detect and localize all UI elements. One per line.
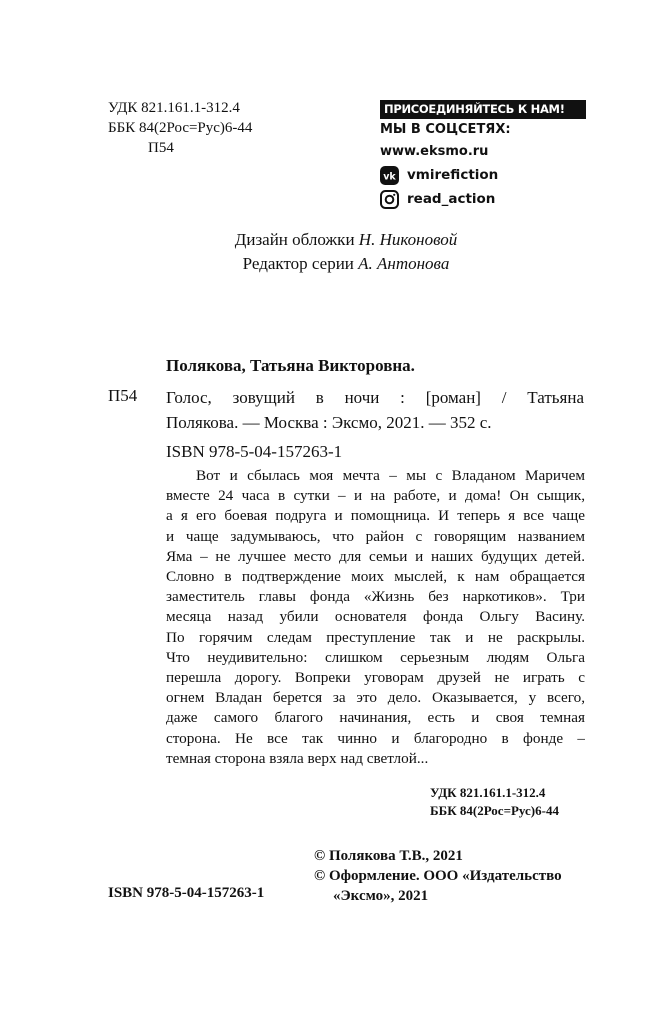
svg-text:vk: vk (383, 171, 396, 182)
annotation-line: Что неудивительно: слишком серьезным людям Ольга (166, 648, 585, 666)
annotation-line: перешла дорогу. Вопреки уговорам друзей не играть с (166, 669, 585, 687)
vk-handle: vmirefiction (407, 167, 499, 183)
annotation-line: месяца назад убили основателя фонда Ольгу Васину. (166, 608, 585, 626)
join-us-banner: ПРИСОЕДИНЯЙТЕСЬ К НАМ! (380, 100, 586, 119)
website-link[interactable]: www.eksmo.ru (380, 144, 489, 159)
instagram-link[interactable] (380, 187, 586, 211)
footer-udk: УДК 821.161.1-312.4 (430, 785, 546, 800)
udk-code: УДК 821.161.1-312.4 (108, 100, 240, 116)
copyright-design: © Оформление. ООО «Издательство (314, 868, 562, 884)
bib-code: П54 (108, 386, 138, 405)
copyright-publisher: «Эксмо», 2021 (333, 888, 429, 904)
copyright-block (314, 846, 562, 906)
annotation-line: даже самого благого начинания, есть и своя темная (166, 709, 585, 727)
annotation-line: а я его боевая подруга и помощница. И теперь я все чаще (166, 507, 585, 525)
series-editor-credit (0, 252, 662, 276)
vk-icon (380, 166, 399, 185)
annotation-line: Вот и сбылась моя мечта – мы с Владаном Маричем (196, 467, 585, 484)
annotation-line: По горячим следам преступление так и не раскрылы. (166, 628, 585, 646)
annotation-line: и чаще задумываюсь, что район с говорящим названием (166, 527, 585, 545)
annotation-line: Словно в подтверждение моих мыслей, к нам обращается (166, 568, 585, 586)
footer-bbk: ББК 84(2Рос=Рус)6-44 (430, 803, 559, 818)
series-editor-name: А. Антонова (358, 254, 450, 273)
instagram-icon (380, 190, 399, 209)
social-subtitle: МЫ В СОЦСЕТЯХ: (380, 122, 511, 137)
annotation-line: заместитель главы фонда «Жизнь без наркотиков». Три (166, 588, 585, 606)
credits-block (0, 228, 662, 276)
author-heading: Полякова, Татьяна Викторовна. (166, 356, 415, 375)
footer-classification (430, 784, 559, 820)
annotation-line: сторона. Не все так чинно и благородно в фонде – (166, 729, 585, 747)
annotation (166, 466, 585, 769)
annotation-line: темная сторона взяла верх над светлой... (166, 749, 429, 767)
classification-block (108, 98, 252, 158)
cover-design-credit (0, 228, 662, 252)
author-sign-code: П54 (148, 140, 174, 156)
bib-line-2: Полякова. — Москва : Эксмо, 2021. — 352 с. (166, 413, 492, 432)
annotation-line: вместе 24 часа в сутки – и на работе, и дома! Он сыщик, (166, 487, 585, 505)
isbn: ISBN 978-5-04-157263-1 (166, 442, 343, 461)
footer-isbn: ISBN 978-5-04-157263-1 (108, 885, 265, 901)
cover-design-label: Дизайн обложки (234, 230, 359, 249)
bbk-code: ББК 84(2Рос=Рус)6-44 (108, 120, 253, 136)
annotation-line: Яма – не лучшее место для семьи и наших будущих детей. (166, 547, 585, 565)
bib-description (166, 385, 584, 435)
annotation-line: огнем Владан берется за это дело. Оказывается, у всего, (166, 689, 585, 707)
instagram-handle: read_action (407, 191, 496, 207)
vk-link[interactable] (380, 163, 586, 187)
series-editor-label: Редактор серии (242, 254, 359, 273)
copyright-author: © Полякова Т.В., 2021 (314, 848, 463, 864)
cover-designer-name: Н. Никоновой (358, 230, 458, 249)
social-block (380, 100, 586, 211)
bib-line-1: Голос, зовущий в ночи : [роман] / Татьяна (166, 388, 584, 407)
